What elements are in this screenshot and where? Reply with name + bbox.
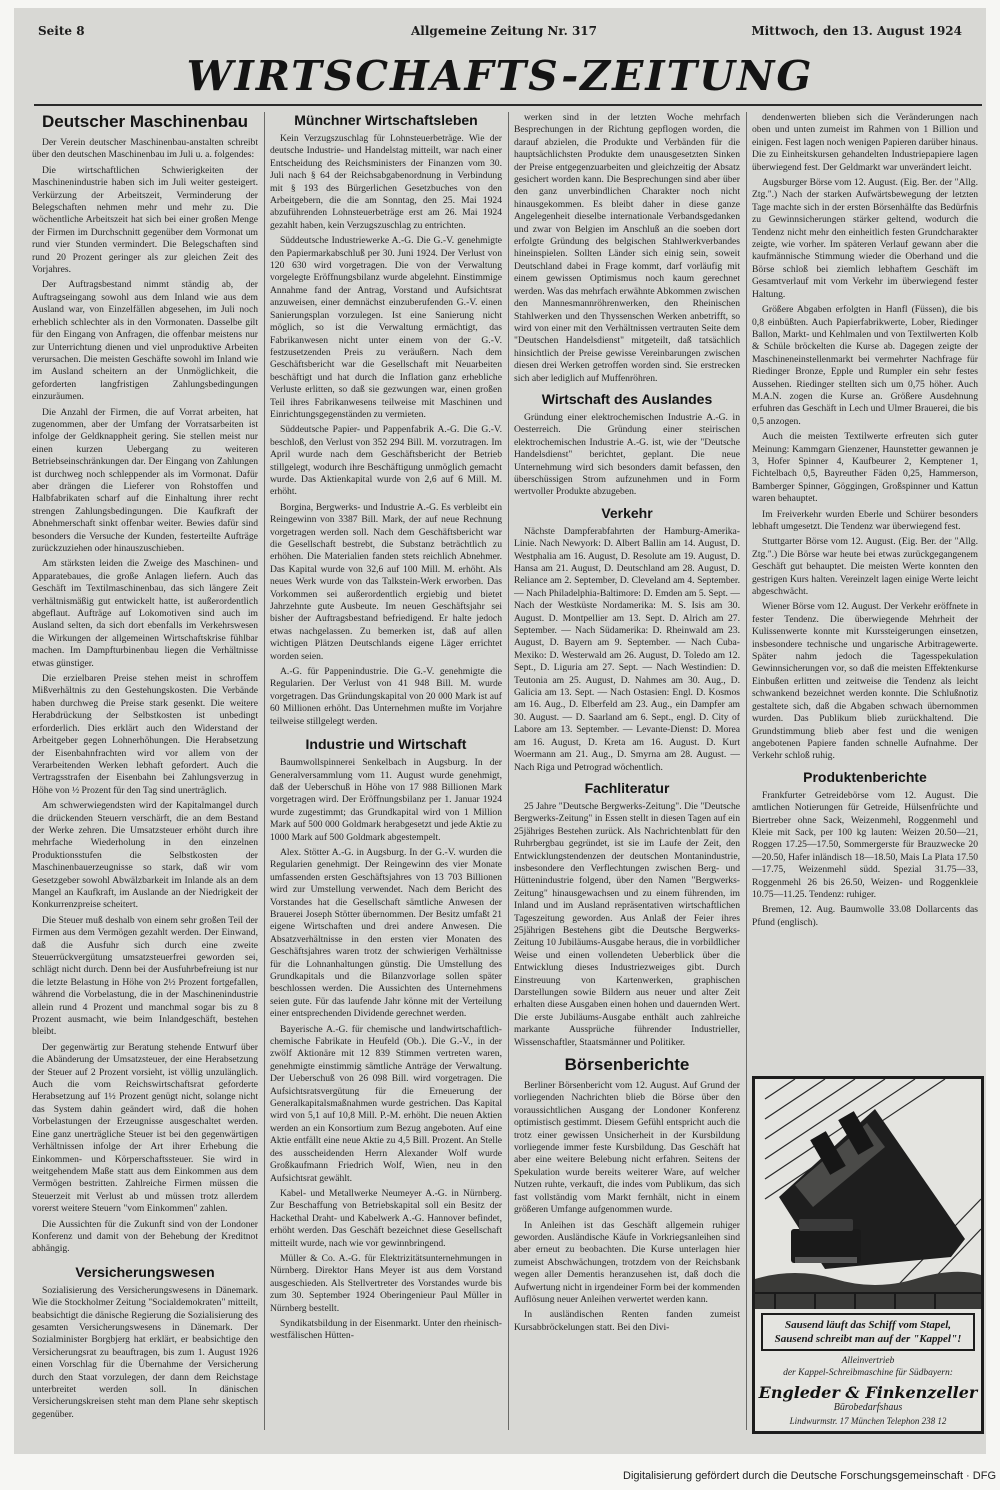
article-title-maschinenbau: Deutscher Maschinenbau	[42, 112, 248, 131]
ad-slogan-line: Sausend läuft das Schiff vom Stapel,	[784, 1319, 952, 1331]
column-2	[270, 112, 502, 1430]
article-paragraph: Am schwerwiegendsten wird der Kapitalmangel durch die drückenden Steuern verschärft, die an dem Bestand der Werke zehren. Die Umsatzsteuer erhöht durch ihre mehrfache Wiederholung in den einzelnen Produktionsstufen die Selbstkosten der Maschinenbauerzeugnisse so stark, daß wir vom Gesetzgeber sowohl Abwälzbarkeit im Inlande als an dem Mangel an Kaufkraft, im Auslande an der Niedrigkeit der Konkurrenzpreise scheitert.	[32, 800, 258, 911]
section-title-boersenberichte: Börsenberichte	[564, 1055, 690, 1075]
article-paragraph: Die Anzahl der Firmen, die auf Vorrat arbeiten, hat zugenommen, aber der Umfang der Vorratsarbeiten ist infolge der Geldknappheit gering. Sie stellen meist nur einen kurzen Uebergang zu weiteren Betriebseinschränkungen dar. Der Eingang von Zahlungen ist durchweg noch schleppender als im Vormonat. Dafür aber drängen die Lieferer von Rohstoffen und Halbfabrikaten scharf auf die Einhaltung ihrer recht strengen Zahlungsbedingungen. Die Kaufkraft der Abnehmerschaft sinkt offenbar weiter. Bewies dafür sind besonders die Versuche der Kunden, festerteilte Aufträge zurückzuziehen oder hinauszuschieben.	[32, 406, 258, 554]
article-paragraph: Der Auftragsbestand nimmt ständig ab, der Auftragseingang sowohl aus dem Inland wie aus dem Ausland war, von Einzelfällen abgesehen, im Juli noch erheblich schlechter als in den Vormonaten. Dasselbe gilt für den Eingang von Anfragen, die offenbar meistens nur zur Unterrichtung dienen und viel unproduktive Arbeiten verursachen. Die meisten Geschäfte sowohl im Inland wie im Ausland scheitern an der Unmöglichkeit, die geforderten langfristigen Zahlungsbedingungen einzuräumen.	[32, 279, 258, 403]
column-3	[514, 112, 740, 1430]
article-paragraph: Alex. Stötter A.-G. in Augsburg. In der G.-V. wurden die Regularien genehmigt. Der Reingewinn des vier Monate umfassenden ersten Geschäftsjahres von 13 703 Billionen wird zur Umstellung verwendet. Nach dem Bericht des Vorstandes hat die Gesellschaft sämtliche Anwesen der Brauerei Joseph Stötter übernommen. Der Besitz umfaßt 21 eigene Wirtschaften und drei andere Anwesen. Die Absatzverhältnisse in den ersten vier Monaten des Geschäftsjahres waren trotz der schwierigen Verhältnisse für die Lohnanhaltungen günstig. Die Umstellung des Grundkapitals und die Bilanzvorlage sollen später beschlossen werden. Die Aussichten des Unternehmens seien gute. Für das laufende Jahr könne mit der Verteilung einer entsprechenden Dividende gerechnet werden.	[270, 846, 502, 1020]
article-paragraph: Bayerische A.-G. für chemische und landwirtschaftlich-chemische Fabrikate in Heufeld (Ob.). Die G.-V., in der zwölf Aktionäre mit 12 839 Stimmen vertreten waren, genehmigte einstimmig sämtliche Anträge der Verwaltung. Der Ueberschuß von 26 098 Bill. wird vorgetragen. Die Aufsichtsratsvergütung für die Erneuerung der Generalkapitalsmaßnahmen wurde gestrichen. Das Kapital wird von 5,1 auf 10,8 Mill. P.-M. erhöht. Die neuen Aktien werden an ein Konsortium zum Bezug angeboten. Auf eine Aktie entfällt eine neue Aktie zu 4,5 Bill. Prozent. An Stelle des ausscheidenden Herrn Alexander Wolf wurde Großkaufmann Friedrich Wolf, Wien, neu in den Aufsichtsrat gewählt.	[270, 1023, 502, 1184]
article-paragraph: Süddeutsche Industriewerke A.-G. Die G.-V. genehmigte den Papiermarkabschluß per 30. Juni 1924. Der Verlust von 120 630 wird vorgetragen. Die von der Verwaltung vorgelegte Eröffnungsbilanz wurde abgelehnt. Einstimmige Annahme fand der Antrag, Vorstand und Aufsichtsrat anzuweisen, einer demnächst einzuberufenden G.-V. einen Sanierungsplan vorzulegen. Ist eine Sanierung nicht möglich, so ist die Verwaltung ermächtigt, das Fabrikanwesen nicht unter einem von der G.-V. festzusetzenden Preis zu veräußern. Nach dem Geschäftsbericht war die Gesellschaft mit Neuarbeiten beschäftigt und hat durch die Inflation ganz erhebliche Verluste erlitten, so daß sie gezwungen war, einen großen Teil ihres Fabrikanwesens teilweise mit Maschinen und Einrichtungsgegenständen zu vermieten.	[270, 235, 502, 420]
advertisement-kappel	[752, 1076, 984, 1434]
article-paragraph: A.-G. für Pappenindustrie. Die G.-V. genehmigte die Regularien. Der Verlust von 41 948 Bill. M. wurde vorgetragen. Das Gründungskapital von 20 000 Mark ist auf 60 Millionen erhöht. Das Unternehmen mußte im Vorjahre teilweise stillgelegt werden.	[270, 666, 502, 727]
article-paragraph: werken sind in der letzten Woche mehrfach Besprechungen in der Richtung gepflogen worden, die darauf abzielen, die Produkte und Verbänden für die hauptsächlichsten Produkte dem unausgesetzten Sinken der Preise entgegenzuarbeiten und gleichzeitig der Absatz gesichert worden kann. Die Besprechungen sind aber über den ganz unverbindlichen Charakter noch nicht hinausgekommen. Es bleibt daher in diese ganze Angelegenheit dieselbe internationale Verbandsgedanken und zwar von Belgien im Anschluß an die soeben dort erfolgte Gründung des belgischen Stahlwerkverbandes hineinspielen. Sollten Länder sich einig sein, soweit Deutschland dabei in Frage kommt, darf vorläufig mit einem gewissen Optimismus noch kaum gerechnet werden. Was das mehrfach erwähnte Abkommen zwischen den Mannesmannröhrenwerken, den Rheinischen Stahlwerken und den Thyssenschen Werken anbetrifft, so wird von einer mit den Verhältnissen vertrauten Seite dem "Deutschen Handelsdienst" mitgeteilt, daß tatsächlich hinsichtlich der Preise gewisse Vereinbarungen zwischen diesen drei Werken getroffen worden sind. Sie erstrecken sich aber lediglich auf Muffenröhren.	[514, 112, 740, 384]
article-paragraph: Süddeutsche Papier- und Pappenfabrik A.-G. Die G.-V. beschloß, den Verlust von 352 294 Bill. M. vorzutragen. Im April wurde nach dem Geschäftsbericht der Betrieb stillgelegt, wodurch ihre Beschäftigung unmöglich gemacht wurde. Das Aktienkapital wurde von 2,6 auf 6 Mill. M. erhöht.	[270, 424, 502, 498]
section-title-produktenberichte: Produktenberichte	[803, 768, 927, 785]
column-divider	[746, 112, 747, 1430]
section-title-wirtschaft-des-auslandes: Wirtschaft des Auslandes	[541, 390, 713, 407]
article-paragraph: Stuttgarter Börse vom 12. August. (Eig. Ber. der "Allg. Ztg.".) Die Börse war heute bei etwas zurückgegangenem Geschäft gut behauptet. Die meisten Werte konnten den gestrigen Kurs halten. Vereinzelt lagen einige Werte leicht abgeschwächt.	[752, 536, 978, 598]
newspaper-header-title: Allgemeine Zeitung Nr. 317	[411, 24, 597, 38]
article-paragraph: Wiener Börse vom 12. August. Der Verkehr eröffnete in fester Tendenz. Die überwiegende Mehrheit der Kulissenwerte konnte mit Kurssteigerungen einsetzen, insbesondere technische und ungarische Arbitragewerte. Später nahm jedoch die Tagesspekulation Gewinnsicherungen vor, so daß die meisten Effektenkurse Einbußen erlitten und zeitweise die Tendenz als leicht schwankend bezeichnet werden konnte. Die Schlußnotiz gestaltete sich, daß die Abgaben schwach übernommen wurden. Das Publikum blieb zurückhaltend. Die Grundstimmung blieb aber fest und die wenigen angebotenen Papiere fanden schnelle Aufnahme. Der Verkehr schloß ruhig.	[752, 601, 978, 762]
ad-slogan-box	[761, 1313, 975, 1351]
digitization-credit: Digitalisierung gefördert durch die Deutsche Forschungsgemeinschaft · DFG	[623, 1470, 996, 1482]
masthead-title: WIRTSCHAFTS-ZEITUNG	[186, 52, 814, 100]
ad-address: Lindwurmstr. 17 München Telephon 238 12	[789, 1416, 947, 1426]
section-title-verkehr: Verkehr	[601, 504, 653, 521]
article-paragraph: Der Verein deutscher Maschinenbau-anstalten schreibt über den deutschen Maschinenbau im Juli u. a. folgendes:	[32, 137, 258, 161]
article-paragraph: Der gegenwärtig zur Beratung stehende Entwurf über die Abänderung der Umsatzsteuer, der eine Herabsetzung der Steuer auf 2 Prozent vorsieht, ist völlig unzulänglich. Auch die vom Reichswirtschaftsrat geforderte Herabsetzung auf 1½ Prozent genügt nicht, solange nicht das System dahin geändert wird, daß die hohen Vorbelastungen der Erzeugnisse ausgeschaltet werden. Eine ganz unerträgliche Steuer ist bei den gegenwärtigen Verhältnissen infolge der Art ihrer Erhebung die Einkommen- und Körperschaftssteuer. Sie wird in weitgehendem Maße statt aus dem Einkommen aus dem Vermögen bestritten. Zahlreiche Firmen müssen die Steuerzeit mit Verlust ab und müssen trotz allerdem vorerst weitere Steuern "vom Einkommen" zahlen.	[32, 1041, 258, 1215]
ad-distributor-info	[755, 1355, 981, 1379]
ad-business-type: Bürobedarfshaus	[833, 1402, 903, 1413]
ship-illustration	[755, 1079, 981, 1309]
article-paragraph: Baumwollspinnerei Senkelbach in Augsburg. In der Generalversammlung vom 11. August wurde genehmigt, daß der Ueberschuß in Höhe von 17 988 Billionen Mark vorgetragen wird. Der Eröffnungsbilanz per 1. Januar 1924 wurde zugestimmt; das Grundkapital wird von 1 Million Mark auf 500 000 Goldmark herabgesetzt und jede Aktie zu 1000 Mark auf 500 Goldmark abgestempelt.	[270, 757, 502, 843]
article-paragraph: Größere Abgaben erfolgten in Hanfl (Füssen), die bis 0,8 einbüßten. Auch Papierfabrikwerte, Lober, Riedinger Ballon, Markt- und Kehlmalen und von Textilwerten Kolb & Schüle bröckelten die Kurse ab. Dagegen zeigte der Maschineneinstellenmarkt bei vermehrter Nachfrage für Riedinger Bronze, Epple und Rumpler ein sehr festes Aussehen. Riedinger stellten sich um 0,75 höher. Auch M.A.N. zogen die Kurse an. Größere Ausdehnung erfuhren das Geschäft in Lech und Ulmer Brauerei, die bis 0,5 anzogen.	[752, 304, 978, 427]
article-paragraph: Frankfurter Getreidebörse vom 12. August. Die amtlichen Notierungen für Getreide, Hülsenfrüchte und Biertreber ohne Sack, Weizenmehl, Roggenmehl und Kleie mit Sack, per 100 kg lauten: Weizen 20.50—21, Roggen 17.25—17.50, Sommergerste für Brauzwecke 20—20.50, Hafer inländisch 18—18.50, Mais La Plata 17.50—17.75, Weizenmehl südd. Spezial 31.75—33, Roggenmehl 26 bis 26.50, Weizen- und Roggenkleie 10.75—11.25. Tendenz: ruhiger.	[752, 789, 978, 900]
ad-slogan-line: Sausend schreibt man auf der "Kappel"!	[774, 1333, 962, 1345]
article-paragraph: Kabel- und Metallwerke Neumeyer A.-G. in Nürnberg. Zur Beschaffung von Betriebskapital soll ein Besitz der Hackethal Draht- und Kabelwerk A.-G. Hannover befindet, erhöht werden. Das Geschäft bezeichnet diese Gesellschaft mitteilt wurde, nach wie vor gewinnbringend.	[270, 1187, 502, 1249]
ad-sub-line: der Kappel-Schreibmaschine für Südbayern:	[783, 1368, 953, 1378]
article-paragraph: Kein Verzugszuschlag für Lohnsteuerbeträge. Wie der deutsche Industrie- und Handelstag mitteilt, war nach einer Entscheidung des Reichsministers der Finanzen vom 30. Juli nach § 64 der Reichsabgabenordnung in Verbindung mit § 193 des Bürgerlichen Gesetzbuches von den Arbeitgebern, die die am Sonntag, den 25. Mai 1924 abzuführenden Lohnsteuerbeträge erst am 26. Mai 1924 gezahlt haben, kein Verzugszuschlag zu entrichten.	[270, 133, 502, 231]
article-paragraph: Die Steuer muß deshalb von einem sehr großen Teil der Firmen aus dem Vermögen gezahlt werden. Der Einwand, daß die Ausfuhr sich durch eine zweite Steuerrückvergütung umsatzsteuerfrei geworden sei, schlägt nicht durch. Denn bei der Ausfuhrbefreiung ist nur die letzte Belastung in Höhe von 2½ Prozent fortgefallen, während die Vorbelastung, die in der Maschinenindustrie allein rund 4 Prozent und manchmal sogar bis zu 8 Prozent ausmacht, wie beim Inlandgeschäft, bestehen bleibt.	[32, 914, 258, 1038]
article-paragraph: Borgina, Bergwerks- und Industrie A.-G. Es verbleibt ein Reingewinn von 3387 Bill. Mark, der auf neue Rechnung vorgetragen werden soll. Nach dem Geschäftsbericht war die Gesellschaft bestrebt, die Substanz beträchtlich zu erhöhen. Die Materialien fanden stets reichlich Abnehmer. Das Kapital wurde von 32,6 auf 100 Mill. M. erhöht. Als neues Werk wurde von das Talkstein-Werk erworben. Das Vorkommen sei außerordentlich ergiebig und bietet Jahrzehnte gute Ausbeute. Im neuen Geschäftsjahr sei bisher der Auftragsbestand befriedigend. Er halte jedoch etwas nachgelassen. Zu bemerken ist, daß auf allen wichtigen Plätzen Deutschlands eigene Läger errichtet worden seien.	[270, 501, 502, 662]
ad-sub-line: Alleinvertrieb	[841, 1356, 895, 1366]
article-paragraph: Berliner Börsenbericht vom 12. August. Auf Grund der vorliegenden Nachrichten blieb die Börse über den voraussichtlichen Ausgang der Londoner Konferenz optimistisch gestimmt. Diesem Gefühl entspricht auch die trotz einer gewissen Unsicherheit in der Kursbildung vorliegende immer feste Kursbildung. Das Geschäft hat aber eine weitere Belebung nicht erfahren. Seitens der Spekulation wurde bereits weiterer Ware, auf welcher Nutzen ruhte, verkauft, die indes vom Publikum, das sich fast vollständig vom Markt fernhält, nicht in einem größeren Umfange aufgenommen wurde.	[514, 1080, 740, 1216]
article-paragraph: Am stärksten leiden die Zweige des Maschinen- und Apparatebaues, die große Anlagen liefern. Auch das Geschäft im Textilmaschinenbau, das sich längere Zeit verhältnismäßig gut entwickelt hatte, ist außerordentlich abgeflaut. Aufträge auf Lokomotiven sind auch im Ausland selten, da sich dort ebenfalls im Verkehrswesen die Wirkungen der allgemeinen Wirtschaftskrise fühlbar machen. Im Dampfturbinenbau liegen die Verhältnisse etwas günstiger.	[32, 558, 258, 669]
ad-brand-name: Engleder & Finkenzeller	[758, 1383, 978, 1402]
column-divider	[508, 112, 509, 1430]
article-paragraph: Im Freiverkehr wurden Eberle und Schürer besonders lebhaft umgesetzt. Die Tendenz war überwiegend fest.	[752, 508, 978, 532]
newspaper-page	[14, 8, 986, 1454]
article-paragraph: Syndikatsbildung in der Eisenmarkt. Unter den rheinisch-westfälischen Hütten-	[270, 1317, 502, 1342]
article-paragraph: dendenwerten blieben sich die Veränderungen nach oben und unten zumeist im Rahmen von 1 Billion und einigen. Fest lagen noch wenigen Papieren darüber hinaus. Die zu Einheitskursen gehandelten Industriepapiere lagen überwiegend fest. Der Geldmarkt war unverändert leicht.	[752, 112, 978, 173]
article-paragraph: Gründung einer elektrochemischen Industrie A.-G. in Oesterreich. Die Gründung einer steirischen elektrochemischen Industrie A.-G. ist, wie der "Deutsche Handelsdienst" berichtet, geplant. Die neue Unternehmung wird sich besonders damit befassen, den überschüssigen Strom aufzunehmen und in Form wertvoller Produkte abzugeben.	[514, 411, 740, 498]
section-title-muenchner-wirtschaftsleben: Münchner Wirtschaftsleben	[294, 112, 478, 128]
article-paragraph: Müller & Co. A.-G. für Elektrizitätsunternehmungen in Nürnberg. Direktor Hans Meyer ist aus dem Vorstand ausgeschieden. Als Stellvertreter des Vorstandes wurde bis zum 30. September 1924 Oberingenieur Paul Müller in Nürnberg bestellt.	[270, 1252, 502, 1314]
article-paragraph: In ausländischen Renten fanden zumeist Kursabbröckelungen statt. Bei den Divi-	[514, 1309, 740, 1333]
article-paragraph: Auch die meisten Textilwerte erfreuten sich guter Meinung: Kammgarn Gienzener, Haunstetter gewannen je 3, Hofer Spinner 4, Kaufbeurer 2, Kemptener 1, Fichtelbach 0,5, Bayreuther Fäden 0,25, Hammerson, Bamberger Spinner, Göggingen, Großspinner und Kattun waren behauptet.	[752, 431, 978, 505]
section-title-industrie-und-wirtschaft: Industrie und Wirtschaft	[305, 736, 467, 753]
article-paragraph: In Anleihen ist das Geschäft allgemein ruhiger geworden. Ausländische Käufe in Vorkriegsanleihen sind aber erneut zu beobachten. Die Kurse unterlagen hier zumeist Abschwächungen, trotzdem von der Reichsbank wegen aller Dementis heranzusehen ist, daß doch die Aufwertung nicht in irgendeiner Form bei der kommenden Auflösung neuer Anleihen verwertet werden kann.	[514, 1219, 740, 1305]
section-title-versicherungswesen: Versicherungswesen	[75, 1263, 215, 1280]
page-number: Seite 8	[38, 24, 85, 38]
section-title-fachliteratur: Fachliteratur	[584, 779, 670, 796]
article-paragraph: Bremen, 12. Aug. Baumwolle 33.08 Dollarcents das Pfund (englisch).	[752, 904, 978, 928]
article-paragraph: Sozialisierung des Versicherungswesens in Dänemark. Wie die Stockholmer Zeitung "Socialdemokraten" mitteilt, beabsichtigt die dänische Regierung die Sozialisierung des gesamten Versicherungswesens in Dänemark. Der Sozialminister Borgbjerg hat erklärt, er beabsichtige den Versicherungsrat zu beauftragen, bis zum 1. August 1926 einen Vorschlag für die Übernahme der Versicherung durch den Staat vorzulegen, der dann dem Reichstage unterbreitet werden soll. In dänischen Versicherungskreisen steht man dem Plane sehr skeptisch gegenüber.	[32, 1284, 258, 1420]
issue-date: Mittwoch, den 13. August 1924	[751, 24, 962, 38]
article-paragraph: Die Aussichten für die Zukunft sind von der Londoner Konferenz und damit von der Behebung der Kreditnot abhängig.	[32, 1218, 258, 1255]
article-paragraph: Die erzielbaren Preise stehen meist in schroffem Mißverhältnis zu den Gestehungskosten. Die Verbände haben durchweg die Preise stark gesenkt. Die weitere Herabdrückung der Selbstkosten ist unbedingt erforderlich. Dies erklärt auch den Widerstand der Arbeitgeber gegen Lohnerhöhungen. Die Herabsetzung der Eisenbahnfrachten wird vor allem von der Verarbeitenden Werken lebhaft gefordert. Auch die Vertragsstrafen der Eisenbahn bei Zahlungsverzug in Höhe von ½ Prozent für den Tag sind unerträglich.	[32, 673, 258, 796]
article-paragraph: Nächste Dampferabfahrten der Hamburg-Amerika-Linie. Nach Newyork: D. Albert Ballin am 14. August, D. Westphalia am 16. August, D. Resolute am 19. August, D. Hansa am 21. August, D. Deutschland am 28. August, D. Reliance am 2. September, D. Cleveland am 4. September. — Nach Philadelphia-Baltimore: D. Emden am 5. Sept. — Nach der Westküste Nordamerika: M. S. Isis am 30. August. D. Montpellier am 13. Sept. D. Alrich am 27. September. — Nach Südamerika: D. Rheinwald am 23. August, D. Bayern am 9. September. — Nach Cuba-Mexiko: D. Westerwald am 26. August, D. Toledo am 12. Sept., D. Liguria am 27. Sept. — Nach Westindien: D. Teutonia am 25. August, D. Nahmes am 30. Aug., D. Galicia am 13. Sept. — Nach Ostasien: Engl. D. Kosmos am 16. Aug., D. Elberfeld am 23. Aug., ein Dampfer am 30. August. — D. Saarland am 6. Sept., engl. D. City of Labore am 13. September. — Levante-Dienst: D. Morea am 16. August, D. Kreta am 16. August. D. Kurt Woermann am 21. Aug., D. Smyrna am 28. August. — Nach Riga und Petrograd wöchentlich.	[514, 525, 740, 773]
column-4	[752, 112, 978, 1070]
article-paragraph: 25 Jahre "Deutsche Bergwerks-Zeitung". Die "Deutsche Bergwerks-Zeitung" in Essen stellt in diesen Tagen auf ein 25jähriges Bestehen zurück. Als Nachrichtenblatt für den Ruhrbergbau gegründet, ist sie im Laufe der Zeit, den Entwicklungstendenzen der deutschen Montanindustrie, insbesondere den Verflechtungen zwischen Berg- und Hüttenindustrie folgend, über den Namen "Bergwerks-Zeitung" hinausgewachsen und zu einem führenden, im Inland und im Ausland repräsentativen wirtschaftlichen Tageszeitung geworden. Aus Anlaß der Feier ihres 25jährigen Bestehens gibt die Deutsche Bergwerks-Zeitung 10 Jubiläums-Ausgabe heraus, die in vorbildlicher Weise und einen vollendeten Ueberblick über die Entwicklung dieses Industriezweiges gibt. Durch Einstreuung von Kartenwerken, graphischen Darstellungen sowie Bildern aus neuer und alter Zeit erhalten diese Ausgaben einen hohen und dauernden Wert. Die erste Jubiläums-Ausgabe enthält auch zahlreiche markante Aussprüche führender Industrieller, Wissenschaftler, Staatsmänner und Politiker.	[514, 800, 740, 1048]
article-paragraph: Die wirtschaftlichen Schwierigkeiten der Maschinenindustrie haben sich im Juli weiter gesteigert. Verkürzung der Arbeitszeit, Verminderung der Belegschaften nehmen mehr und mehr zu. Die wöchentliche Arbeitszeit hat sich bei einer großen Menge der Firmen im Durchschnitt gegenüber dem Vormonat um rund vier Stunden vermindert. Die Belegschaften sind rund 20 Prozent geringer als zur gleichen Zeit des Vorjahres.	[32, 164, 258, 276]
masthead-rule	[34, 104, 982, 106]
article-paragraph: Augsburger Börse vom 12. August. (Eig. Ber. der "Allg. Ztg.".) Nach der starken Aufwärtsbewegung der letzten Tage machte sich in der ersten Börsenhälfte das Bedürfnis zu Gewinnsicherungen stärker geltend, wodurch die Tendenz nicht mehr den einheitlich festen Grundcharakter zeigte, wie vorher. Im späteren Verlauf gewann aber die kaufmännische Stimmung wieder die Oberhand und die Börse schloß bei ziemlich lebhaftem Geschäft im Gesamtverlauf mit vom Verkehr im überwiegend fester Haltung.	[752, 177, 978, 300]
column-1	[32, 112, 258, 1430]
column-divider	[264, 112, 265, 1430]
